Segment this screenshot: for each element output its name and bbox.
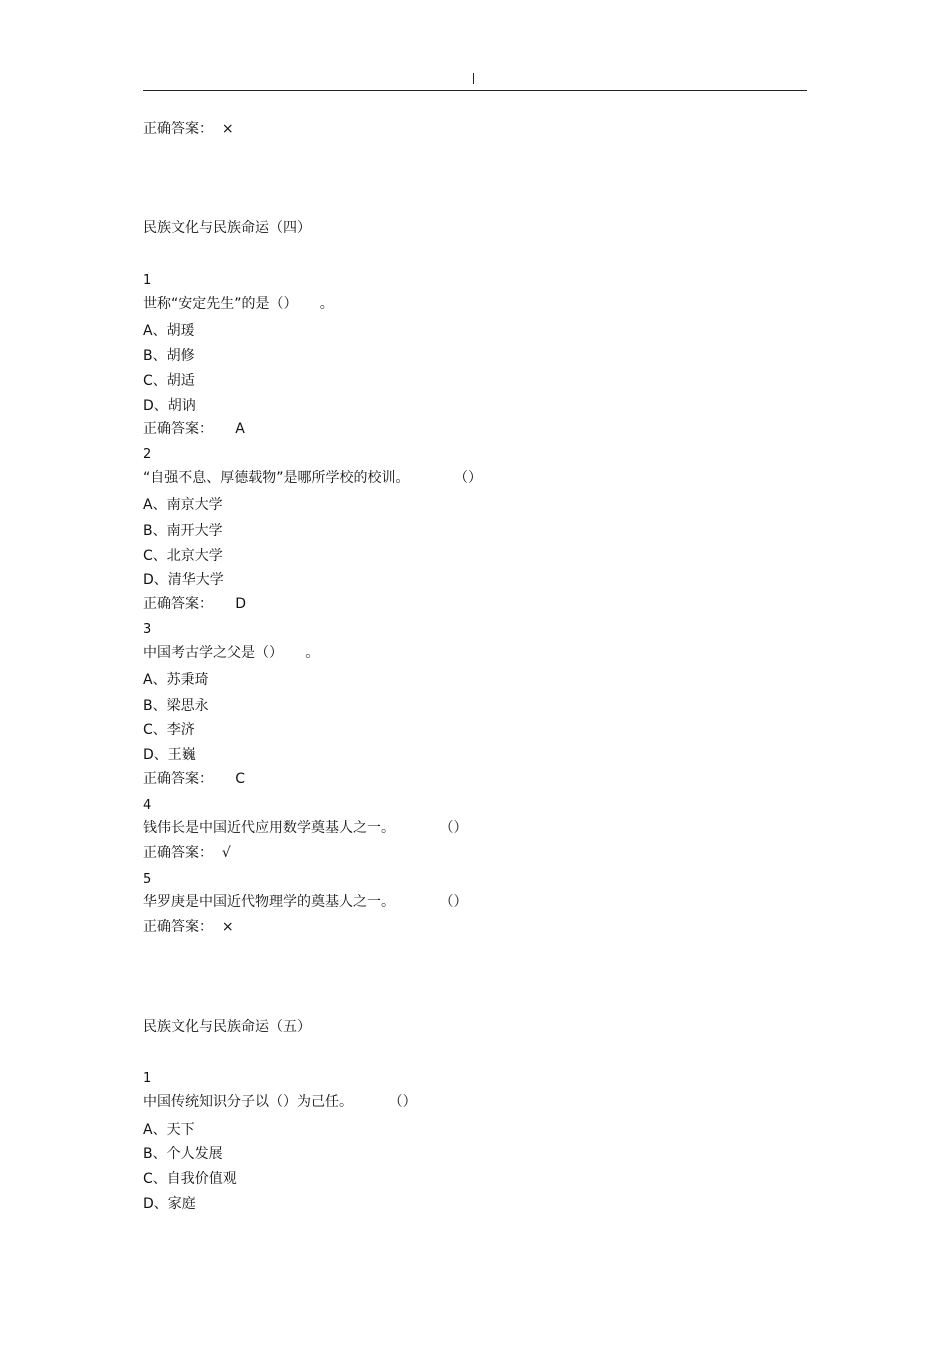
- question-number: 1: [143, 1071, 152, 1086]
- answer-line: 正确答案： ×: [143, 919, 234, 935]
- answer-line: 正确答案： ×: [143, 121, 234, 137]
- option: C、自我价值观: [143, 1171, 237, 1187]
- option: C、胡适: [143, 373, 195, 389]
- option: D、家庭: [143, 1196, 196, 1212]
- option: D、王巍: [143, 747, 196, 763]
- question-text: 华罗庚是中国近代物理学的奠基人之一。 （）: [143, 894, 468, 910]
- question-number: 2: [143, 447, 152, 462]
- option: C、李济: [143, 722, 195, 738]
- header-mark: [473, 73, 474, 84]
- option: C、北京大学: [143, 548, 223, 564]
- option: B、个人发展: [143, 1146, 223, 1162]
- answer-line: 正确答案： A: [143, 421, 245, 437]
- option: A、胡瑗: [143, 323, 195, 339]
- option: B、梁思永: [143, 698, 209, 714]
- question-text: 中国考古学之父是（） 。: [143, 645, 320, 661]
- answer-line: 正确答案： D: [143, 596, 247, 612]
- section-title: 民族文化与民族命运（四）: [143, 220, 311, 236]
- option: A、南京大学: [143, 497, 223, 513]
- question-number: 4: [143, 798, 152, 813]
- question-text: 中国传统知识分子以（）为己任。 （）: [143, 1094, 417, 1110]
- question-text: “自强不息、厚德载物”是哪所学校的校训。 （）: [143, 470, 483, 486]
- question-number: 5: [143, 872, 152, 887]
- option: B、胡修: [143, 348, 195, 364]
- answer-line: 正确答案： √: [143, 845, 231, 861]
- section-title: 民族文化与民族命运（五）: [143, 1019, 311, 1035]
- option: D、胡讷: [143, 398, 196, 414]
- option: A、苏秉琦: [143, 672, 209, 688]
- question-text: 世称“安定先生”的是（） 。: [143, 296, 334, 312]
- question-text: 钱伟长是中国近代应用数学奠基人之一。 （）: [143, 820, 468, 836]
- option: B、南开大学: [143, 523, 223, 539]
- question-number: 3: [143, 622, 152, 637]
- option: D、清华大学: [143, 572, 224, 588]
- option: A、天下: [143, 1122, 195, 1138]
- answer-line: 正确答案： C: [143, 771, 246, 787]
- header-rule: [143, 90, 807, 91]
- question-number: 1: [143, 273, 152, 288]
